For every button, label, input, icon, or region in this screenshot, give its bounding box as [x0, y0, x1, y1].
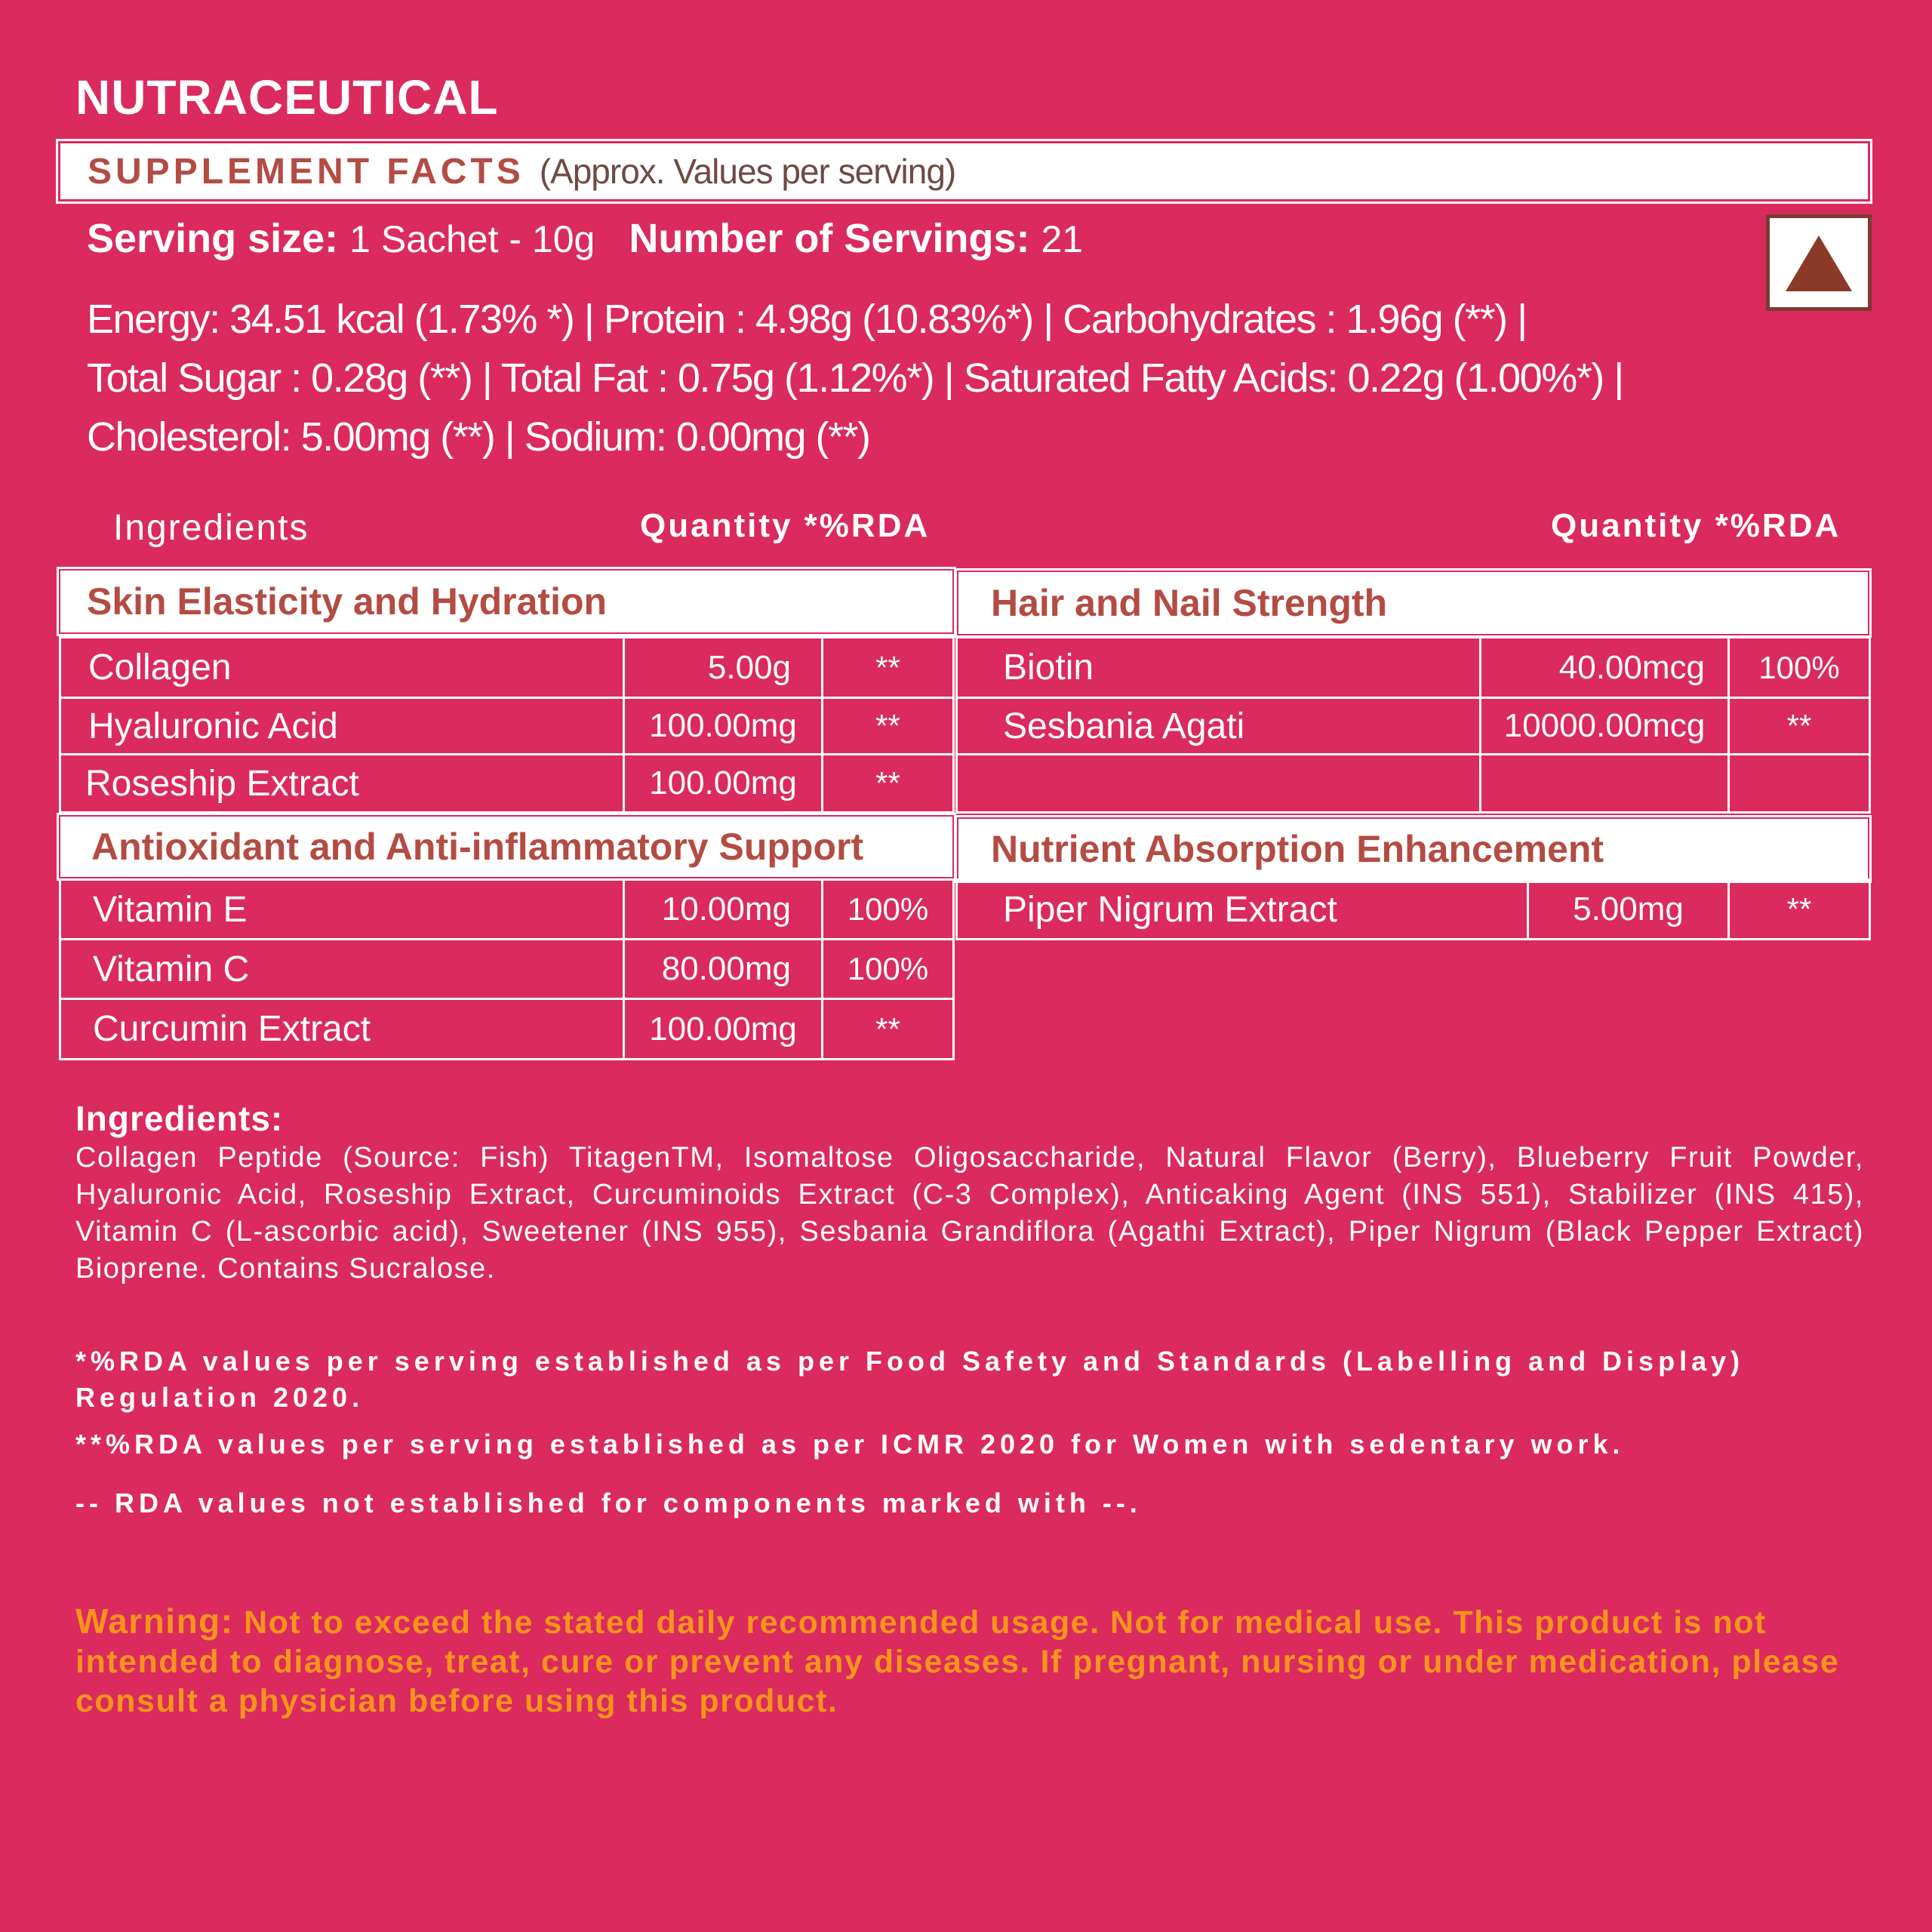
ingredients-text: Collagen Peptide (Source: Fish) TitagenTM, Isomaltose Oligosaccharide, Natural Flavor (Berry), Blueberry Fruit Powder, Hyaluronic Acid, Roseship Extract, Curcuminoids Extract (C-3 Complex), Anticaking Agent (INS 551), Stabilizer (INS 415), Vitamin C (L-ascorbic acid), Sweetener (INS 955), Sesbania Grandiflora (Agathi Extract), Piper Nigrum (Black Pepper Extract) Bioprene. Contains Sucralose.: [75, 1142, 1864, 1284]
ingredient-rda: 100%: [1727, 636, 1871, 699]
ingredient-qty: 100.00mg: [623, 697, 823, 755]
rda-note-3: -- RDA values not established for components marked with --.: [75, 1487, 1142, 1518]
non-veg-symbol: [1766, 214, 1872, 311]
category-hair-nail: Hair and Nail Strength: [958, 572, 1868, 634]
ingredient-name: Vitamin E: [59, 878, 625, 940]
rda-note-1: *%RDA values per serving established as per Food Safety and Standards (Labelling and Display) Regulation 2020.: [75, 1346, 1745, 1413]
ingredient-qty: 100.00mg: [623, 753, 823, 814]
header-quantity-left: Quantity *%RDA: [640, 507, 931, 544]
ingredient-name: Piper Nigrum Extract: [955, 878, 1529, 940]
ingredient-qty: 10000.00mcg: [1479, 697, 1730, 755]
ingredient-rda: **: [821, 998, 955, 1060]
rda-note-2: **%RDA values per serving established as per ICMR 2020 for Women with sedentary work.: [75, 1429, 1625, 1460]
nutrition-line-1: Energy: 34.51 kcal (1.73% *) | Protein : 4.98g (10.83%*) | Carbohydrates : 1.96g (**) |: [87, 297, 1527, 342]
servings-count-label: Number of Servings:: [629, 216, 1030, 261]
category-skin-elasticity: Skin Elasticity and Hydration: [60, 571, 952, 632]
serving-size-value: 1 Sachet - 10g: [349, 218, 595, 260]
ingredient-qty: 80.00mg: [623, 938, 823, 1000]
empty-cell: [955, 753, 1481, 814]
ingredient-rda: **: [1727, 878, 1871, 940]
supplement-facts-bar: [60, 143, 1868, 199]
header-quantity-right: Quantity *%RDA: [1551, 507, 1841, 544]
nutrition-line-3: Cholesterol: 5.00mg (**) | Sodium: 0.00mg (**): [87, 414, 870, 460]
ingredient-rda: **: [821, 636, 955, 699]
ingredient-rda: 100%: [821, 938, 955, 1000]
ingredient-rda: **: [821, 697, 955, 755]
empty-cell: [1727, 753, 1871, 814]
ingredient-name: Vitamin C: [59, 938, 625, 1000]
header-ingredients: Ingredients: [113, 508, 309, 548]
ingredient-name: Biotin: [955, 636, 1481, 699]
ingredient-qty: 100.00mg: [623, 998, 823, 1060]
category-antioxidant: Antioxidant and Anti-inflammatory Support: [60, 817, 952, 877]
servings-count-value: 21: [1041, 218, 1084, 260]
ingredient-name: Roseship Extract: [59, 753, 625, 814]
warning-label: Warning:: [75, 1601, 234, 1641]
ingredient-rda: 100%: [821, 878, 955, 940]
ingredient-name: Sesbania Agati: [955, 697, 1481, 755]
facts-subtitle: (Approx. Values per serving): [539, 152, 956, 191]
category-nutrient-absorption: Nutrient Absorption Enhancement: [958, 819, 1868, 879]
empty-cell: [1479, 753, 1730, 814]
ingredient-rda: **: [1727, 697, 1871, 755]
nutrition-line-2: Total Sugar : 0.28g (**) | Total Fat : 0.75g (1.12%*) | Saturated Fatty Acids: 0.22g (1.00%*) |: [87, 355, 1623, 401]
ingredient-qty: 5.00mg: [1527, 878, 1730, 940]
brown-triangle-icon: [1783, 231, 1855, 294]
ingredient-rda: **: [821, 753, 955, 814]
warning-text: [75, 1601, 1887, 1721]
ingredient-name: Collagen: [59, 636, 625, 699]
page-title: NUTRACEUTICAL: [75, 70, 499, 125]
ingredient-name: Curcumin Extract: [59, 998, 625, 1060]
ingredient-qty: 10.00mg: [623, 878, 823, 940]
ingredients-heading: Ingredients:: [75, 1099, 284, 1138]
ingredient-qty: 40.00mcg: [1479, 636, 1730, 699]
serving-size-label: Serving size:: [87, 216, 339, 261]
serving-info: [87, 215, 1106, 262]
warning-body: Not to exceed the stated daily recommended usage. Not for medical use. This product is not intended to diagnose, treat, cure or prevent any diseases. If pregnant, nursing or under medication, please consult a physician before using this product.: [75, 1604, 1840, 1719]
ingredient-name: Hyaluronic Acid: [59, 697, 625, 755]
facts-title: SUPPLEMENT FACTS: [88, 151, 525, 192]
ingredient-qty: 5.00g: [623, 636, 823, 699]
